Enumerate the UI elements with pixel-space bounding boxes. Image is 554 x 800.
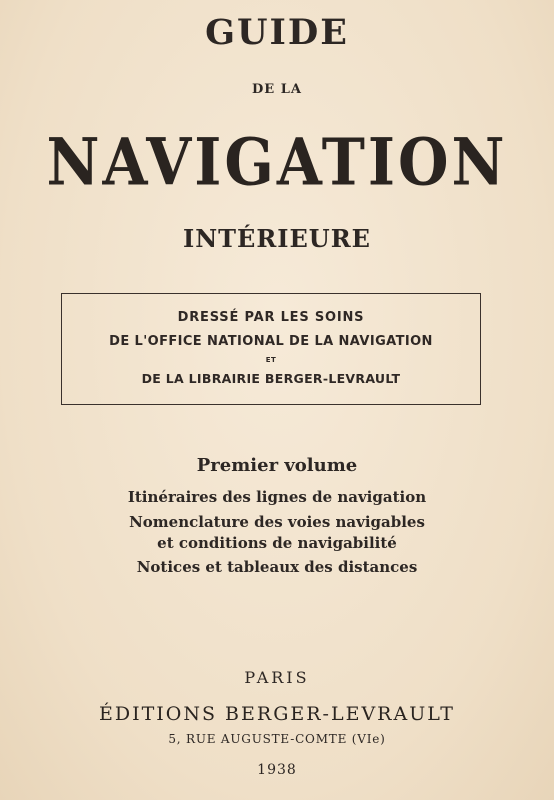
volume-heading: Premier volume — [196, 455, 358, 476]
imprint-year: 1938 — [257, 762, 297, 778]
volume-item: Notices et tableaux des distances — [136, 558, 418, 576]
imprint-city: PARIS — [244, 668, 310, 687]
credits-line-1: DRESSÉ PAR LES SOINS — [177, 310, 365, 325]
title-interieure: INTÉRIEURE — [183, 224, 371, 253]
imprint-address: 5, RUE AUGUSTE-COMTE (VIe) — [168, 732, 386, 746]
volume-item: Itinéraires des lignes de navigation — [127, 488, 427, 506]
credits-line-4: DE LA LIBRAIRIE BERGER-LEVRAULT — [141, 371, 401, 386]
title-guide: GUIDE — [205, 12, 349, 53]
volume-item: et conditions de navigabilité — [157, 534, 397, 552]
credits-box — [61, 293, 481, 405]
volume-item: Nomenclature des voies navigables — [129, 513, 425, 531]
imprint-publisher: ÉDITIONS BERGER-LEVRAULT — [99, 703, 455, 725]
credits-line-3: ET — [265, 356, 277, 364]
title-de-la: DE LA — [252, 82, 302, 97]
credits-line-2: DE L'OFFICE NATIONAL DE LA NAVIGATION — [109, 334, 433, 349]
title-navigation: NAVIGATION — [46, 124, 508, 201]
